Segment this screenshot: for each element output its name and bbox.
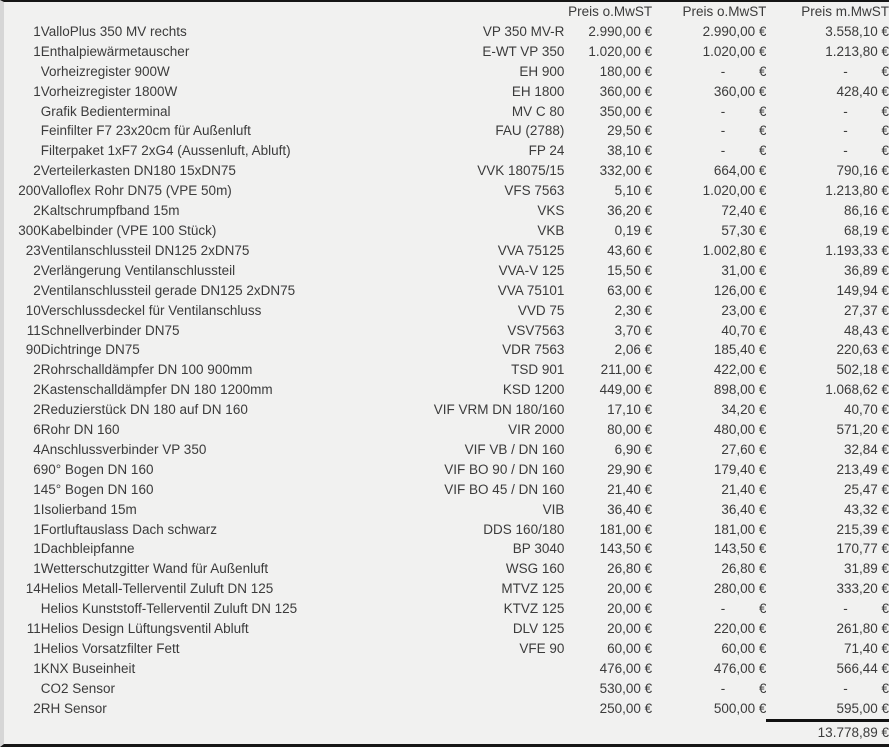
table-row [4,102,889,122]
cell-price-net: - € [720,63,767,79]
cell-price-net: 31,00 € [721,262,767,278]
cell-price-unit: 530,00 € [599,680,653,696]
cell-price-gross: 428,40 € [836,83,889,99]
table-footer [4,720,889,743]
cell-price-unit: 1.020,00 € [588,43,653,59]
header-qty [4,2,41,22]
table-row [4,121,889,141]
cell-price-unit: 21,40 € [607,481,653,497]
cell-qty: 11 [26,322,41,338]
table-row [4,201,889,221]
table-row [4,480,889,500]
table-body [4,22,889,720]
cell-qty [4,102,41,122]
cell-price-unit: 211,00 € [600,362,653,378]
total-row [4,720,889,743]
cell-price-gross: 36,89 € [843,262,889,278]
cell-qty: 10 [25,302,41,318]
cell-code: VKS [537,203,565,219]
cell-price-gross: 71,40 € [843,641,889,656]
cell-price-unit: 6,90 € [614,441,653,457]
header-code [360,2,564,22]
cell-price-net: 34,20 € [721,402,767,418]
cell-desc: Ventilanschlussteil gerade DN125 2xDN75 [40,282,296,298]
table-row [4,579,889,599]
total-empty-desc [41,720,360,743]
table-row [4,141,889,161]
cell-price-unit: 20,00 € [607,581,653,597]
table-row [4,82,889,102]
table-row [4,699,889,720]
total-empty-unit [564,720,652,743]
table-row [4,261,889,281]
table-header [4,2,889,22]
cell-price-unit: 143,50 € [599,541,653,557]
cell-code: VP 350 MV-R [482,23,565,39]
cell-price-unit: 2,30 € [614,302,653,318]
cell-qty: 2 [33,163,41,179]
cell-qty: 1 [33,83,41,99]
cell-price-gross: 1.213,80 € [825,43,889,59]
cell-qty: 300 [18,222,41,238]
cell-qty [4,121,41,141]
cell-qty: 1 [33,43,41,59]
cell-price-net: 60,00 € [721,641,767,656]
cell-price-unit: 5,10 € [614,183,653,199]
grand-total-value: 13.778,89 € [766,720,889,743]
cell-code: VIR 2000 [508,422,565,438]
cell-desc: Isolierband 15m [40,501,137,517]
cell-price-net: 280,00 € [713,581,767,597]
cell-qty: 6 [33,422,41,438]
cell-price-net: 2.990,00 € [702,23,767,39]
cell-price-gross: - € [843,601,889,617]
cell-price-gross: 3.558,10 € [825,23,889,39]
cell-desc: Anschlussverbinder VP 350 [40,441,207,457]
table-row [4,42,889,62]
cell-qty: 2 [33,203,41,219]
cell-code: MTVZ 125 [501,581,565,597]
cell-price-gross: 40,70 € [843,402,889,418]
header-price-unit: Preis o.MwST [568,4,653,19]
table-row [4,659,889,679]
cell-qty: 1 [33,641,41,656]
cell-price-net: - € [720,680,767,696]
cell-price-unit: 3,70 € [614,322,653,338]
header-desc [41,2,360,22]
cell-price-net: 72,40 € [721,203,767,219]
cell-code: VSV7563 [507,322,565,338]
cell-qty: 14 [25,581,41,597]
cell-code: VKB [537,222,565,238]
cell-price-net: - € [720,143,767,159]
cell-desc: Valloflex Rohr DN75 (VPE 50m) [40,183,232,199]
table-row [4,539,889,559]
cell-price-unit: 449,00 € [599,382,653,398]
cell-price-unit: 26,80 € [607,561,653,577]
cell-code: MV C 80 [511,103,565,119]
cell-desc: Verschlussdeckel für Ventilanschluss [40,302,262,318]
cell-desc: Ventilanschlussteil DN125 2xDN75 [40,242,250,258]
cell-qty: 1 [33,561,41,577]
table-row [4,22,889,42]
cell-code [360,699,564,720]
cell-price-gross: 261,80 € [836,621,889,637]
cell-code: E-WT VP 350 [482,43,565,59]
cell-code: VVK 18075/15 [477,163,565,179]
cell-qty: 1 [33,23,41,39]
cell-desc: Helios Metall-Tellerventil Zuluft DN 125 [40,581,274,597]
cell-code: VIF BO 45 / DN 160 [444,481,565,497]
cell-desc: Fortluftauslass Dach schwarz [40,521,218,537]
cell-price-net: 1.002,80 € [702,242,767,258]
cell-price-gross: 220,63 € [836,342,889,358]
cell-code: VIF VRM DN 180/160 [433,402,565,418]
cell-price-gross: 571,20 € [836,422,889,438]
cell-price-unit: 2.990,00 € [588,23,653,39]
cell-price-net: 57,30 € [721,222,767,238]
cell-desc: Dichtringe DN75 [40,342,140,358]
cell-desc: Vorheizregister 900W [40,63,170,79]
cell-price-gross: 566,44 € [836,660,889,676]
cell-code: VIF BO 90 / DN 160 [444,461,565,477]
table-row [4,639,889,659]
cell-desc: CO2 Sensor [40,680,116,696]
cell-qty [4,679,41,699]
cell-qty [4,62,41,82]
cell-code: FAU (2788) [495,123,565,139]
table-row [4,360,889,380]
cell-price-gross: 502,18 € [836,362,889,378]
cell-price-unit: 180,00 € [599,63,653,79]
cell-qty: 1 [33,481,41,497]
cell-desc: Rohr DN 160 [40,422,120,438]
cell-desc: Helios Kunststoff-Tellerventil Zuluft DN 125 [40,601,298,617]
cell-price-gross: 1.068,62 € [825,382,889,398]
cell-price-net: 143,50 € [713,541,767,557]
cell-qty: 90 [25,342,41,358]
cell-desc: 45° Bogen DN 160 [40,481,154,497]
cell-price-unit: 350,00 € [599,103,653,119]
cell-desc: Vorheizregister 1800W [40,83,178,99]
table-row [4,181,889,201]
cell-price-net: 27,60 € [721,441,767,457]
cell-price-unit: 332,00 € [599,163,653,179]
cell-code: VVA 75101 [497,282,565,298]
price-list-table [4,2,889,743]
cell-price-unit: 360,00 € [599,83,653,99]
cell-code: BP 3040 [512,541,565,557]
cell-price-net: 476,00 € [713,660,767,676]
cell-qty: 2 [33,282,41,298]
cell-code: VDR 7563 [502,342,565,358]
total-empty-code [360,720,564,743]
cell-price-net: 1.020,00 € [702,183,767,199]
cell-qty: 2 [33,362,41,378]
cell-price-gross: 48,43 € [843,322,889,338]
cell-desc: Schnellverbinder DN75 [40,322,180,338]
cell-desc: Verlängerung Ventilanschlussteil [40,262,236,278]
cell-qty [4,141,41,161]
cell-price-net: 360,00 € [713,83,767,99]
cell-price-net: - € [720,103,767,119]
cell-price-gross: 43,32 € [843,501,889,517]
cell-desc: KNX Buseinheit [40,660,136,676]
cell-code: EH 900 [519,63,565,79]
cell-code: KTVZ 125 [503,601,565,617]
table-row [4,281,889,301]
table-row [4,340,889,360]
cell-code [360,659,564,679]
table-row [4,520,889,540]
cell-price-net: 181,00 € [713,521,767,537]
cell-price-unit: 63,00 € [607,282,653,298]
cell-desc: Dachbleipfanne [40,541,135,557]
cell-code: TSD 901 [511,362,565,378]
cell-price-gross: 149,94 € [836,282,889,298]
cell-qty: 11 [26,621,41,637]
cell-qty: 23 [25,242,41,258]
cell-code: VFS 7563 [504,183,565,199]
cell-price-net: - € [720,601,767,617]
cell-desc: Grafik Bedienterminal [40,103,171,119]
cell-price-gross: 170,77 € [836,541,889,557]
cell-price-net: 898,00 € [713,382,767,398]
cell-desc: Wetterschutzgitter Wand für Außenluft [40,561,269,577]
cell-price-gross: - € [843,143,889,159]
cell-price-net: 422,00 € [713,362,767,378]
cell-qty: 2 [33,402,41,418]
cell-price-unit: 20,00 € [607,621,653,637]
cell-price-gross: 790,16 € [836,163,889,179]
cell-price-gross: - € [843,123,889,139]
table-row [4,241,889,261]
cell-code: EH 1800 [511,83,565,99]
table-row [4,460,889,480]
cell-desc: Helios Design Lüftungsventil Abluft [40,621,249,637]
cell-price-unit: 250,00 € [599,701,653,717]
header-price-gross: Preis m.MwST [801,4,889,19]
cell-price-net: 21,40 € [721,481,767,497]
cell-price-gross: 25,47 € [843,481,889,497]
cell-price-unit: 36,20 € [607,203,653,219]
cell-price-net: 185,40 € [713,342,767,358]
cell-qty: 2 [33,262,41,278]
cell-price-gross: - € [843,680,889,696]
cell-price-gross: 213,49 € [836,461,889,477]
cell-desc: Reduzierstück DN 180 auf DN 160 [40,402,248,418]
total-empty-net [652,720,766,743]
cell-qty: 1 [33,541,41,557]
cell-desc: Filterpaket 1xF7 2xG4 (Aussenluft, Abluft) [40,143,291,159]
cell-price-net: 480,00 € [713,422,767,438]
cell-qty [4,599,41,619]
cell-price-net: 40,70 € [721,322,767,338]
table-row [4,500,889,520]
cell-qty: 6 [33,461,41,477]
cell-price-unit: 36,40 € [607,501,653,517]
cell-price-net: 179,40 € [713,461,767,477]
cell-price-net: 26,80 € [721,561,767,577]
table-row [4,679,889,699]
cell-qty: 200 [18,183,41,199]
cell-price-unit: 60,00 € [607,641,653,656]
cell-code: VVD 75 [517,302,565,318]
cell-price-unit: 38,10 € [607,143,653,159]
cell-price-gross: 68,19 € [843,222,889,238]
cell-desc: Rohrschalldämpfer DN 100 900mm [40,362,253,378]
table-row [4,559,889,579]
cell-code: VVA-V 125 [498,262,565,278]
cell-desc: Kaltschrumpfband 15m [40,203,180,219]
cell-price-unit: 2,06 € [614,342,653,358]
cell-code: DLV 125 [512,621,565,637]
table-row [4,599,889,619]
cell-code [360,679,564,699]
cell-price-unit: 29,50 € [607,123,653,139]
cell-code: WSG 160 [505,561,565,577]
cell-code: VVA 75125 [497,242,565,258]
cell-qty: 1 [33,521,41,537]
cell-desc: Verteilerkasten DN180 15xDN75 [40,163,236,179]
cell-qty: 2 [33,382,41,398]
header-price-net: Preis o.MwST [682,4,767,19]
cell-price-gross: - € [843,63,889,79]
cell-qty: 2 [33,701,41,717]
cell-price-net: 500,00 € [713,701,767,717]
cell-price-net: 23,00 € [721,302,767,318]
table-row [4,619,889,639]
cell-price-gross: 333,20 € [836,581,889,597]
cell-price-gross: 1.193,33 € [825,242,889,258]
cell-price-gross: 32,84 € [843,441,889,457]
table-row [4,62,889,82]
cell-desc: Enthalpiewärmetauscher [40,43,190,59]
cell-qty: 1 [33,501,41,517]
table-row [4,440,889,460]
cell-code: VIF VB / DN 160 [464,441,565,457]
table-row [4,321,889,341]
cell-price-net: - € [720,123,767,139]
cell-price-net: 220,00 € [713,621,767,637]
total-empty-qty [4,720,41,743]
cell-qty: 4 [33,441,41,457]
cell-price-gross: - € [843,103,889,119]
cell-price-unit: 43,60 € [607,242,653,258]
cell-price-gross: 215,39 € [836,521,889,537]
table-row [4,400,889,420]
cell-price-unit: 15,50 € [607,262,653,278]
cell-price-unit: 476,00 € [599,660,653,676]
table-row [4,161,889,181]
cell-price-unit: 0,19 € [614,222,653,238]
cell-price-gross: 86,16 € [843,203,889,219]
cell-price-unit: 17,10 € [607,402,653,418]
cell-price-net: 1.020,00 € [702,43,767,59]
cell-price-unit: 29,90 € [607,461,653,477]
cell-price-net: 126,00 € [713,282,767,298]
table-row [4,301,889,321]
cell-price-net: 36,40 € [721,501,767,517]
cell-desc: Helios Vorsatzfilter Fett [40,641,180,656]
cell-price-gross: 595,00 € [836,700,889,716]
cell-price-unit: 181,00 € [599,521,653,537]
cell-qty: 1 [33,660,41,676]
cell-price-unit: 80,00 € [607,422,653,438]
cell-price-gross: 27,37 € [843,302,889,318]
cell-code: VFE 90 [519,641,565,656]
table-row [4,420,889,440]
cell-desc: RH Sensor [40,701,107,717]
cell-price-net: 664,00 € [713,163,767,179]
cell-desc: ValloPlus 350 MV rechts [40,23,187,39]
cell-code: VIB [542,501,565,517]
cell-price-gross: 31,89 € [843,561,889,577]
table-row [4,380,889,400]
cell-price-unit: 20,00 € [607,601,653,617]
cell-price-gross: 1.213,80 € [825,183,889,199]
cell-code: FP 24 [528,143,565,159]
cell-code: KSD 1200 [502,382,565,398]
table-row [4,221,889,241]
cell-desc: 90° Bogen DN 160 [40,461,154,477]
cell-code: DDS 160/180 [483,521,565,537]
cell-desc: Kastenschalldämpfer DN 180 1200mm [40,382,273,398]
header-row [4,2,889,22]
cell-desc: Feinfilter F7 23x20cm für Außenluft [40,123,251,139]
cell-desc: Kabelbinder (VPE 100 Stück) [40,222,217,238]
